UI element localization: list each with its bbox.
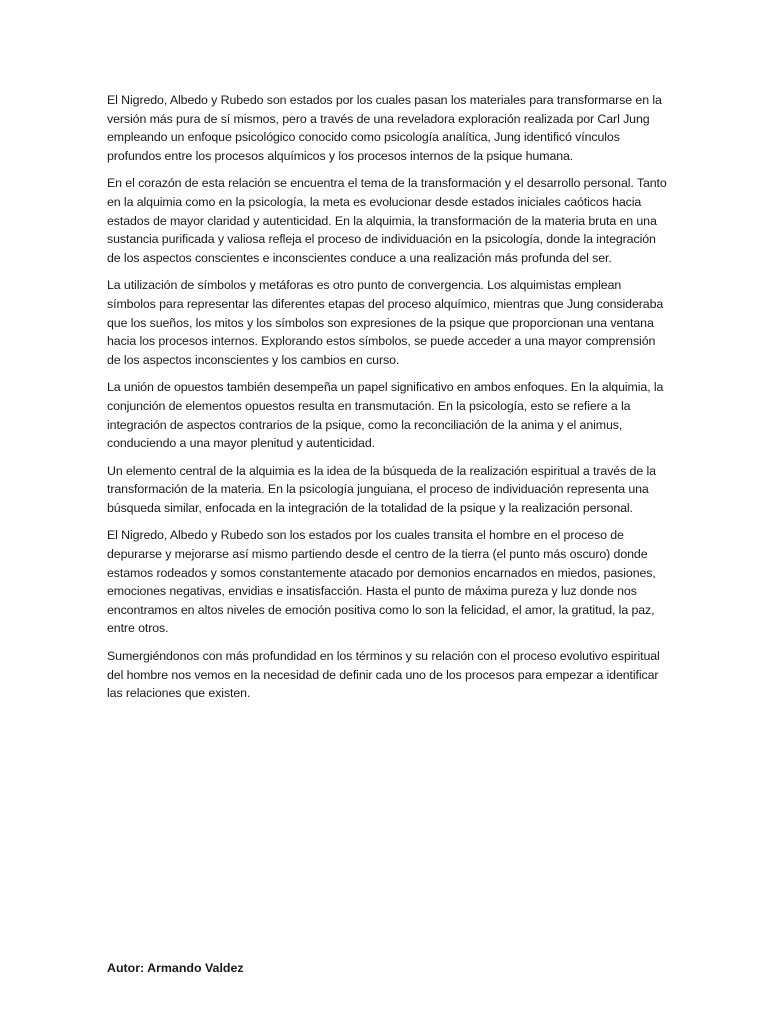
paragraph-4: La unión de opuestos también desempeña un papel significativo en ambos enfoques. En la alquimia, la conjunción de elementos opuestos resulta en transmutación. En la psicología, esto se refiere a la integración de aspectos contrarios de la psique, como la reconciliación de la anima y el animus, conduciendo a una mayor plenitud y autenticidad.	[107, 380, 664, 451]
paragraph-6: El Nigredo, Albedo y Rubedo son los estados por los cuales transita el hombre en el proceso de depurarse y mejorarse así mismo partiendo desde el centro de la tierra (el punto más oscuro) donde estamos rodeados y somos constantemente atacado por demonios encarnados en miedos, pasiones, emociones negativas, envidias e insatisfacción. Hasta el punto de máxima pureza y luz donde nos encontramos en altos niveles de emoción positiva como lo son la felicidad, el amor, la gratitud, la paz, entre otros.	[107, 528, 656, 636]
paragraph-5: Un elemento central de la alquimia es la idea de la búsqueda de la realización espiritual a través de la transformación de la materia. En la psicología junguiana, el proceso de individuación representa una búsqueda similar, enfocada en la integración de la totalidad de la psique y la realización personal.	[107, 463, 656, 515]
author-signature: Autor: Armando Valdez	[107, 961, 244, 975]
paragraph-1: El Nigredo, Albedo y Rubedo son estados por los cuales pasan los materiales para transformarse en la versión más pura de sí mismos, pero a través de una reveladora exploración realizada por Carl Jung empleando un enfoque psicológico conocido como psicología analítica, Jung identificó vínculos profundos entre los procesos alquímicos y los procesos internos de la psique humana.	[107, 93, 662, 163]
paragraph-3: La utilización de símbolos y metáforas es otro punto de convergencia. Los alquimistas emplean símbolos para representar las diferentes etapas del proceso alquímico, mientras que Jung consideraba que los sueños, los mitos y los símbolos son expresiones de la psique que proporcionan una ventana hacia los procesos internos. Explorando estos símbolos, se puede acceder a una mayor comprensión de los aspectos inconscientes y los cambios en curso.	[107, 278, 664, 367]
document-body	[107, 91, 667, 712]
paragraph-7: Sumergiéndonos con más profundidad en los términos y su relación con el proceso evolutivo espiritual del hombre nos vemos en la necesidad de definir cada uno de los procesos para empezar a identificar las relaciones que existen.	[107, 649, 660, 701]
paragraph-2: En el corazón de esta relación se encuentra el tema de la transformación y el desarrollo personal. Tanto en la alquimia como en la psicología, la meta es evolucionar desde estados iniciales caóticos hacia estados de mayor claridad y autenticidad. En la alquimia, la transformación de la materia bruta en una sustancia purificada y valiosa refleja el proceso de individuación en la psicología, donde la integración de los aspectos conscientes e inconscientes conduce a una realización más profunda del ser.	[107, 176, 667, 265]
